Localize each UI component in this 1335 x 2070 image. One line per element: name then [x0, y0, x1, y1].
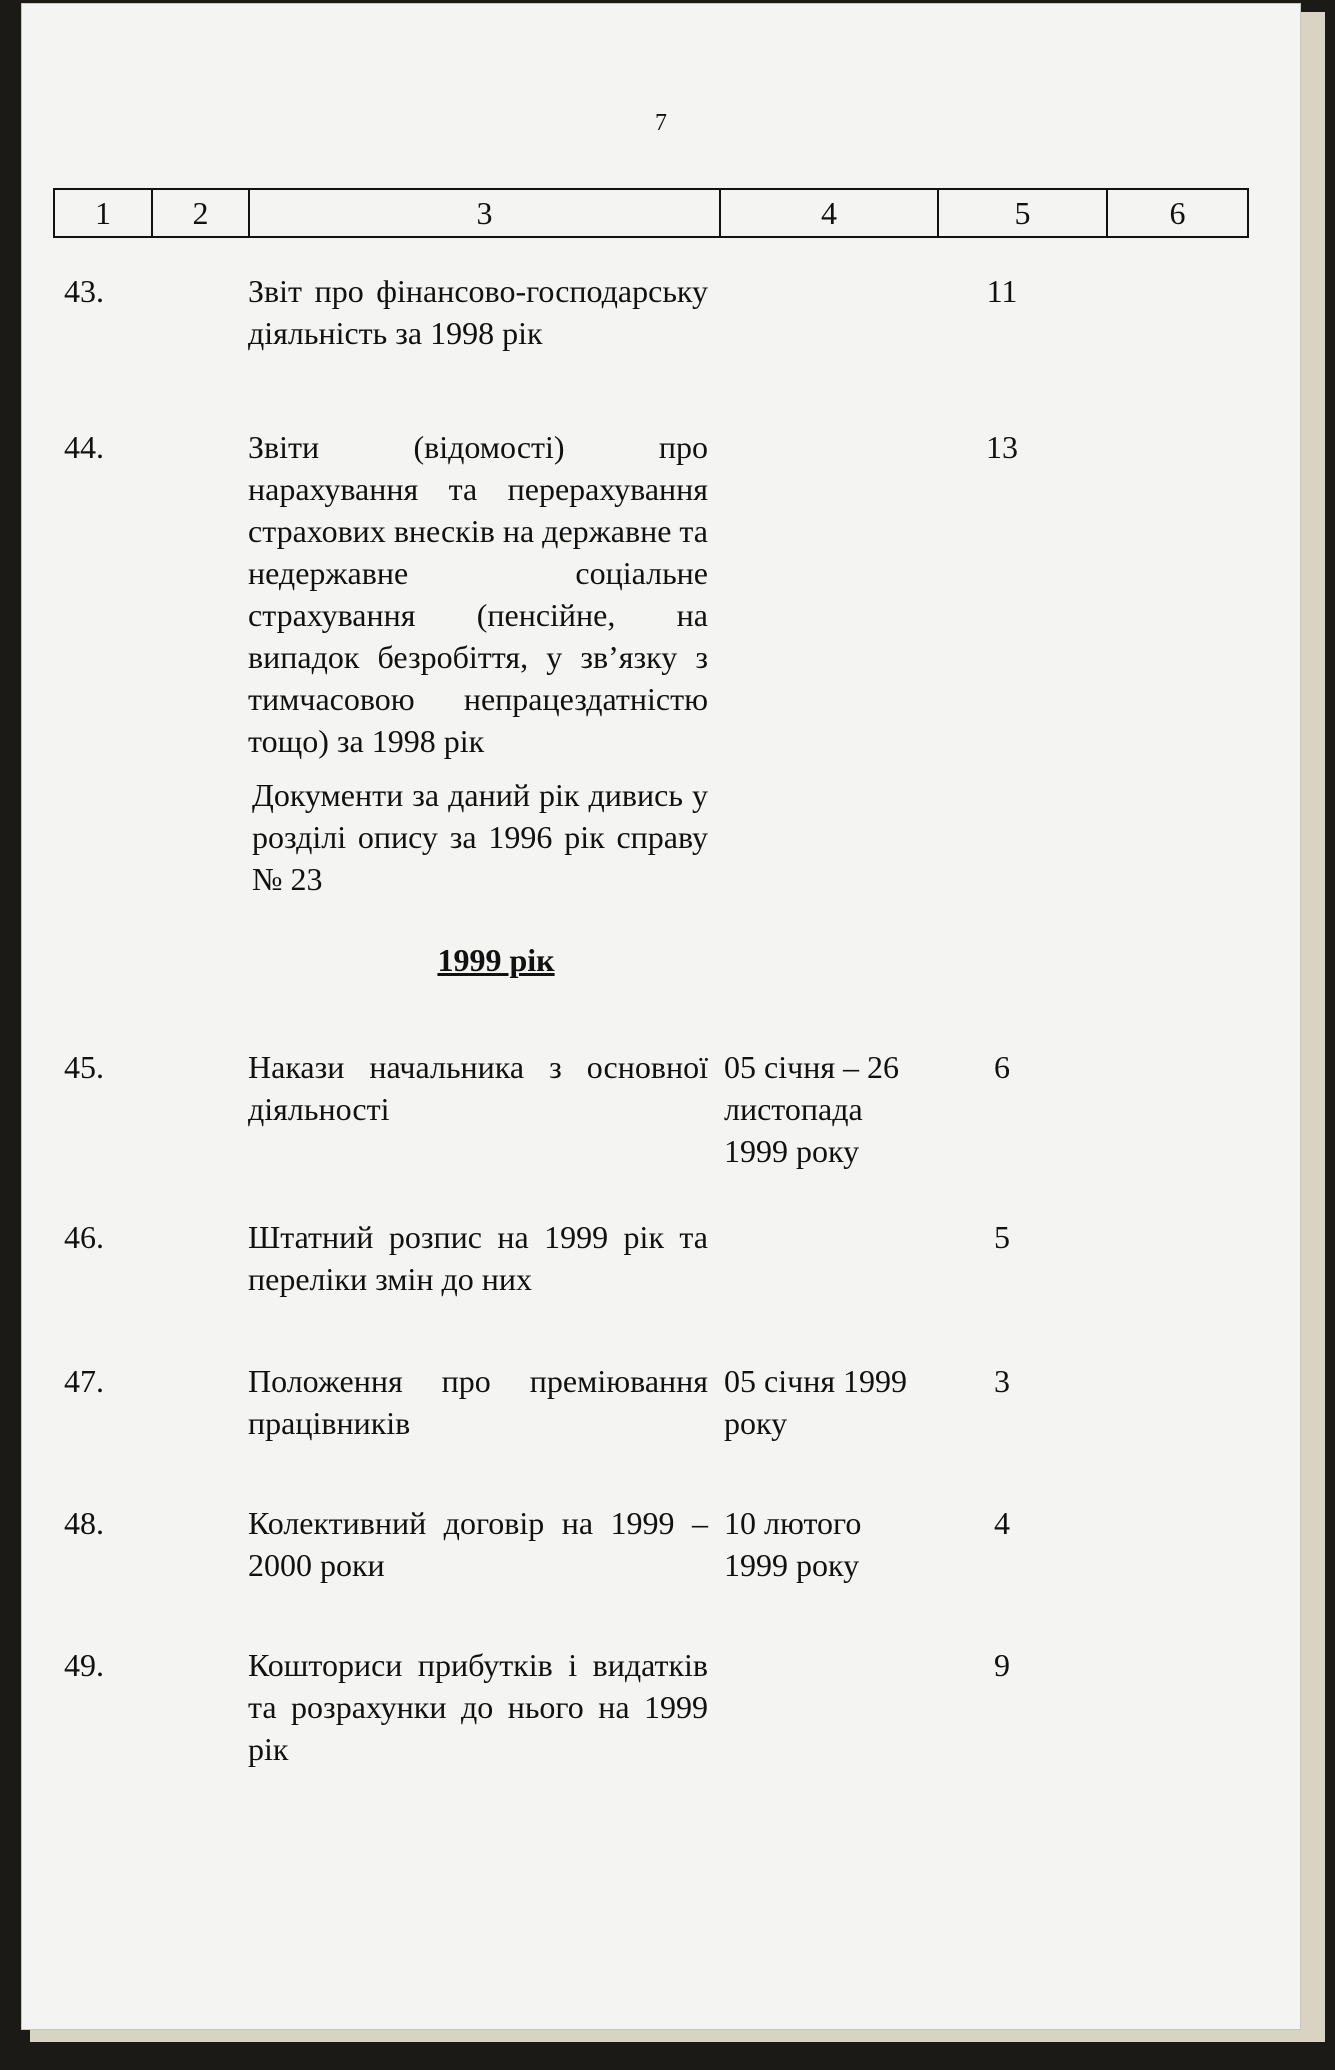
entry-number: 44. — [64, 429, 104, 465]
page-number: 7 — [655, 110, 667, 136]
entry-number: 49. — [64, 1647, 104, 1683]
document-page — [22, 4, 1300, 2029]
column-header-4: 4 — [720, 189, 938, 237]
entry-title: Штатний розпис на 1999 рік та переліки змін до них — [248, 1219, 708, 1297]
entry-number: 47. — [64, 1363, 104, 1399]
entry-title: Накази начальника з основної діяльності — [248, 1049, 708, 1127]
entry-sheet-count: 11 — [986, 273, 1018, 309]
column-header-5: 5 — [938, 189, 1107, 237]
entry-sheet-count: 6 — [994, 1049, 1010, 1085]
entry-number: 45. — [64, 1049, 104, 1085]
cross-reference-note: Документи за даний рік дивись у розділі опису за 1996 рік справу № 23 — [252, 777, 708, 897]
column-header-2: 2 — [152, 189, 249, 237]
column-header-6: 6 — [1107, 189, 1248, 237]
entry-title: Колективний договір на 1999 – 2000 роки — [248, 1505, 708, 1583]
entry-sheet-count: 5 — [994, 1219, 1010, 1255]
entry-sheet-count: 4 — [994, 1505, 1010, 1541]
section-title: 1999 рік — [437, 942, 555, 978]
entry-dates: 05 січня – 26 листопада 1999 року — [724, 1049, 900, 1169]
entry-dates: 05 січня 1999 року — [724, 1363, 908, 1441]
entry-title: Положення про преміювання працівників — [248, 1363, 708, 1441]
entry-title: Звіт про фінансово-господарську діяльність за 1998 рік — [248, 273, 708, 351]
entry-sheet-count: 3 — [994, 1363, 1010, 1399]
entry-sheet-count: 9 — [994, 1647, 1010, 1683]
entry-title: Звіти (відомості) про нарахування та перерахування страхових внесків на державне та недержавне соціальне страхування (пенсійне, на випадок безробіття, у зв’язку з тимчасовою непрацездатністю тощо) за 1998 рік — [248, 429, 708, 759]
column-header-3: 3 — [249, 189, 720, 237]
entry-sheet-count: 13 — [986, 429, 1018, 465]
entry-number: 48. — [64, 1505, 104, 1541]
column-header-row — [53, 188, 1249, 238]
entry-number: 46. — [64, 1219, 104, 1255]
entry-dates: 10 лютого 1999 року — [724, 1505, 862, 1583]
entry-title: Кошториси прибутків і видатків та розрахунки до нього на 1999 рік — [248, 1647, 708, 1767]
column-header-1: 1 — [54, 189, 152, 237]
entry-number: 43. — [64, 273, 104, 309]
